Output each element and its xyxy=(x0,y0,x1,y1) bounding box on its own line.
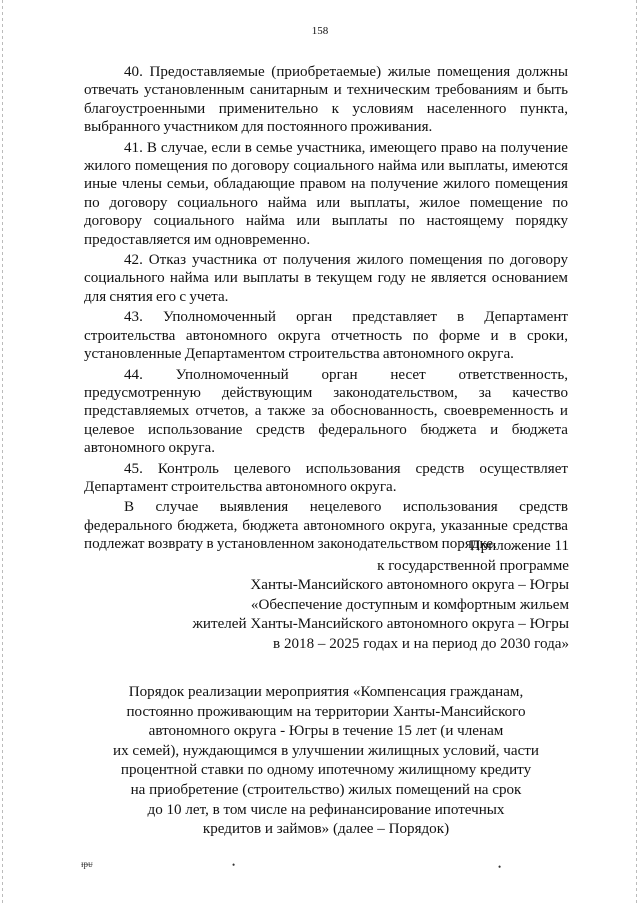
title-line: процентной ставки по одному ипотечному жилищному кредиту xyxy=(120,762,532,779)
appendix-line: в 2018 – 2025 годах и на период до 2030 года» xyxy=(273,635,569,652)
paragraph-44: 44. Уполномоченный орган несет ответственность, предусмотренную действующим законодательством, за качество представляемых отчетов, а также за обоснованность, своевременность и целевое использование средств федерального бюджета и бюджета автономного округа. xyxy=(84,366,568,457)
appendix-header xyxy=(149,537,569,654)
document-title xyxy=(96,683,556,840)
title-line: кредитов и займов» (далее – Порядок) xyxy=(202,821,450,838)
scan-dot: • xyxy=(498,862,502,872)
paragraph-43: 43. Уполномоченный орган представляет в Департамент строительства автономного округа отчетность по форме и в сроки, установленные Департаментом строительства автономного округа. xyxy=(84,309,568,363)
scan-mark: ᵻᵽᵾ xyxy=(81,859,93,869)
appendix-line: Приложение 11 xyxy=(469,538,569,554)
title-line: Порядок реализации мероприятия «Компенсация гражданам, xyxy=(128,684,524,700)
appendix-line: «Обеспечение доступным и комфортным жильем xyxy=(250,596,569,613)
scan-edge-right xyxy=(636,0,637,905)
body-text xyxy=(84,63,568,556)
paragraph-misuse: В случае выявления нецелевого использования средств федерального бюджета, бюджета автономного округа, указанные средства подлежат возврату в установленном законодательством порядке. xyxy=(84,499,568,553)
appendix-line: к государственной программе xyxy=(377,557,569,574)
scan-dot: • xyxy=(232,860,236,870)
title-line: автономного округа - Югры в течение 15 лет (и членам xyxy=(148,723,504,740)
paragraph-41: 41. В случае, если в семье участника, имеющего право на получение жилого помещения по договору социального найма или выплаты, имеются иные члены семьи, обладающие правом на получение жилого помещения по договору социального найма или выплаты, жилое помещение по договору социального найма или выплаты по настоящему порядку предоставляется им одновременно. xyxy=(84,139,568,248)
appendix-line: жителей Ханты-Мансийского автономного округа – Югры xyxy=(192,616,569,632)
paragraph-42: 42. Отказ участника от получения жилого помещения по договору социального найма или выплаты в текущем году не является основанием для снятия его с учета. xyxy=(84,252,568,305)
scan-edge-left xyxy=(2,0,3,905)
paragraph-40: 40. Предоставляемые (приобретаемые) жилые помещения должны отвечать установленным санитарным и техническим требованиям и быть благоустроенными применительно к условиям населенного пункта, выбранного участником для постоянного проживания. xyxy=(84,64,568,136)
title-line: их семей), нуждающимся в улучшении жилищных условий, части xyxy=(113,742,539,759)
title-line: на приобретение (строительство) жилых помещений на срок xyxy=(130,781,522,798)
title-line: постоянно проживающим на территории Ханты-Мансийского xyxy=(126,703,526,720)
page-number: 158 xyxy=(311,25,329,37)
paragraph-45: 45. Контроль целевого использования средств осуществляет Департамент строительства автономного округа. xyxy=(84,460,568,495)
appendix-line: Ханты-Мансийского автономного округа – Югры xyxy=(250,577,569,593)
title-line: до 10 лет, в том числе на рефинансирование ипотечных xyxy=(147,801,505,818)
